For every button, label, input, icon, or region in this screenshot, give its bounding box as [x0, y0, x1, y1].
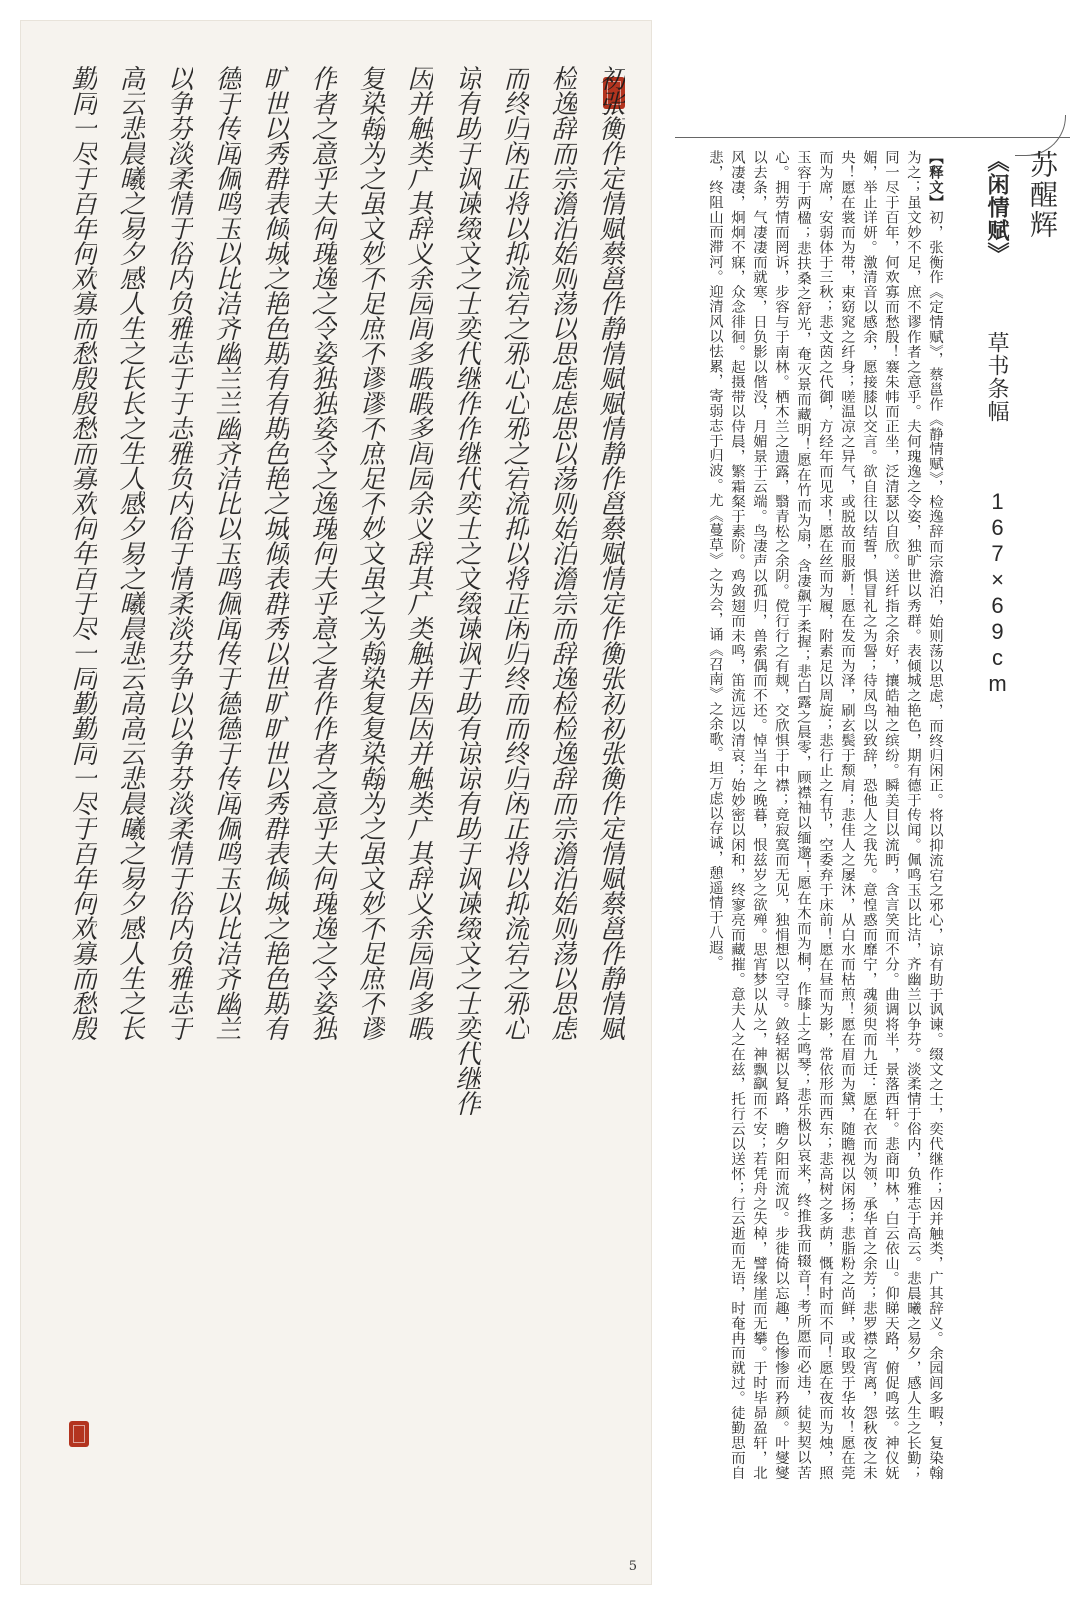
calligraphy-column: 旷世以秀群表倾城之艳色期有有期色艳之城倾表群秀以世旷旷世以秀群表倾城之艳色期有 — [259, 65, 289, 1040]
work-title: 《闲情赋》 — [985, 150, 1010, 265]
calligraphy-column: 勤同一尽于百年何欢寡而愁殷殷愁而寡欢何年百于尽一同勤勤同一尽于百年何欢寡而愁殷 — [67, 65, 97, 1040]
calligraphy-column: 而终归闲正将以抑流宕之邪心心邪之宕流抑以将正闲归终而而终归闲正将以抑流宕之邪心 — [499, 65, 529, 1040]
page-number: 5 — [628, 1559, 637, 1574]
calligraphy-column: 复染翰为之虽文妙不足庶不谬谬不庶足不妙文虽之为翰染复复染翰为之虽文妙不足庶不谬 — [355, 65, 385, 1040]
calligraphy-column: 作者之意乎夫何瑰逸之令姿独独姿令之逸瑰何夫乎意之者作作者之意乎夫何瑰逸之令姿独 — [307, 65, 337, 1040]
calligraphy-column: 检逸辞而宗澹泊始则荡以思虑虑思以荡则始泊澹宗而辞逸检检逸辞而宗澹泊始则荡以思虑 — [547, 65, 577, 1040]
calligraphy-column: 初张衡作定情赋蔡邕作静情赋赋情静作邕蔡赋情定作衡张初初张衡作定情赋蔡邕作静情赋 — [595, 65, 625, 1040]
calligraphy-column: 谅有助于讽谏缀文之士奕代继作作继代奕士之文缀谏讽于助有谅谅有助于讽谏缀文之士奕代继作 — [451, 65, 481, 1115]
title-line — [982, 150, 1013, 697]
calligraphy-column: 因并触类广其辞义余园闾多暇暇多闾园余义辞其广类触并因因并触类广其辞义余园闾多暇 — [403, 65, 433, 1040]
header-rule — [675, 137, 1070, 138]
calligraphy-column: 以争芬淡柔情于俗内负雅志于于志雅负内俗于情柔淡芬争以以争芬淡柔情于俗内负雅志于 — [163, 65, 193, 1040]
calligraphy-column: 高云悲晨曦之易夕感人生之长长之生人感夕易之曦晨悲云高高云悲晨曦之易夕感人生之长 — [115, 65, 145, 1040]
work-style: 草书条幅 — [985, 331, 1010, 423]
transcription-label: 【释文】 — [927, 150, 943, 210]
seal-signature — [69, 1421, 89, 1447]
author-name: 苏醒辉 — [1027, 150, 1058, 240]
transcription-text — [676, 150, 946, 1480]
transcription-body: 初，张衡作《定情赋》，蔡邕作《静情赋》，检逸辞而宗澹泊，始则荡以思虑，而终归闲正。将以抑流宕之邪心，谅有助于讽谏。缀文之士，奕代继作；因并触类，广其辞义。余园闾多暇，复染翰为之；虽文妙不足，庶不谬作者之意乎。夫何瑰逸之令姿，独旷世以秀群。表倾城之艳色，期有德于传闻。佩鸣玉以比洁，齐幽兰以争芬。淡柔情于俗内，负雅志于高云。悲晨曦之易夕，感人生之长勤；同一尽于百年，何欢寡而愁殷！褰朱帏而正坐，泛清瑟以自欣。送纤指之余好，攘皓袖之缤纷。瞬美目以流眄，含言笑而不分。曲调将半，景落西轩。悲商叩林，白云依山。仰睇天路，俯促鸣弦。神仪妩媚，举止详妍。激清音以感余，愿接膝以交言。欲自往以结誓，惧冒礼之为諐；待凤鸟以致辞，恐他人之我先。意惶惑而靡宁，魂须臾而九迁：愿在衣而为领，承华首之余芳；悲罗襟之宵离，怨秋夜之未央！愿在裳而为带，束窈窕之纤身；嗟温凉之异气，或脱故而服新！愿在发而为泽，刷玄鬓于颓肩；悲佳人之屡沐，从白水而枯煎！愿在眉而为黛，随瞻视以闲扬；悲脂粉之尚鲜，或取毁于华妆！愿在莞而为席，安弱体于三秋；悲文茵之代御，方经年而见求！愿在丝而为履，附素足以周旋；悲行止之有节，空委弃于床前！愿在昼而为影，常依形而西东；悲高树之多荫，慨有时而不同！愿在夜而为烛，照玉容于两楹；悲扶桑之舒光，奄灭景而藏明！愿在竹而为扇，含凄飙于柔握；悲白露之晨零，顾襟袖以缅邈！愿在木而为桐，作膝上之鸣琴；悲乐极以哀来，终推我而辍音！考所愿而必违，徒契契以苦心。拥劳情而罔诉，步容与于南林。栖木兰之遗露，翳青松之余阴。傥行行之有觌，交欣惧于中襟；竟寂寞而无见，独悁想以空寻。敛轻裾以复路，瞻夕阳而流叹。步徙倚以忘趣，色惨惨而矜颜。叶燮燮以去条，气凄凄而就寒，日负影以偕没，月媚景于云端。鸟凄声以孤归，兽索偶而不还。悼当年之晚暮，恨兹岁之欲殚。思宵梦以从之，神飘飖而不安；若凭舟之失棹，譬缘崖而无攀。于时毕昴盈轩，北风凄凄，炯炯不寐，众念徘徊。起摄带以侍晨，繁霜粲于素阶。鸡敛翅而未鸣，笛流远以清哀；始妙密以闲和，终寥亮而藏摧。意夫人之在兹，托行云以送怀；行云逝而无语，时奄冉而就过。徒勤思而自悲，终阻山而滞河。迎清风以怯累，寄弱志于归波。尤《蔓草》之为会，诵《召南》之余歌。坦万虑以存诚，憩遥情于八遐。 — [707, 150, 943, 1481]
calligraphy-scroll — [20, 20, 652, 1585]
work-size: 167×69cm — [985, 489, 1010, 697]
calligraphy-column: 德于传闻佩鸣玉以比洁齐幽兰兰幽齐洁比以玉鸣佩闻传于德德于传闻佩鸣玉以比洁齐幽兰 — [211, 65, 241, 1040]
